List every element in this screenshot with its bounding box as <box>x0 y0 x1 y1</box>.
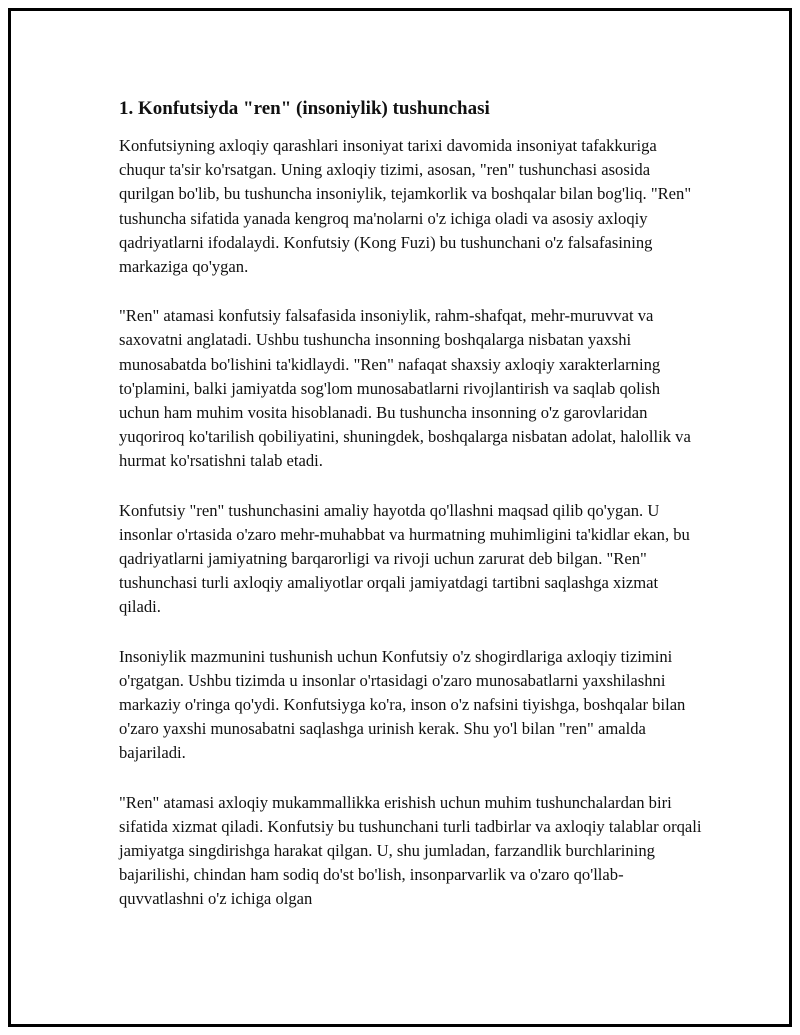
section-heading: 1. Konfutsiyda "ren" (insoniylik) tushunchasi <box>119 98 490 119</box>
document-body <box>119 97 704 937</box>
paragraph-4: Insoniylik mazmunini tushunish uchun Konfutsiy o'z shogirdlariga axloqiy tizimini o'rgatgan. Ushbu tizimda u insonlar o'rtasidagi o'zaro munosabatlarni yaxshilashni markaziy o'ringa qo'ydi. Konfutsiyga ko'ra, inson o'z nafsini tiyishga, boshqalar bilan o'zaro yaxshi munosabatni saqlashga urinish kerak. Shu yo'l bilan "ren" amalda bajariladi. <box>119 646 686 763</box>
paragraph-1: Konfutsiyning axloqiy qarashlari insoniyat tarixi davomida insoniyat tafakkuriga chuqur ta'sir ko'rsatgan. Uning axloqiy tizimi, asosan, "ren" tushunchasi asosida qurilgan bo'lib, bu tushuncha insoniylik, tejamkorlik va boshqalar bilan bog'liq. "Ren" tushuncha sifatida yanada kengroq ma'nolarni o'z ichiga oladi va asosiy axloqiy qadriyatlarni ifodalaydi. Konfutsiy (Kong Fuzi) bu tushunchani o'z falsafasining markaziga qo'ygan. <box>119 136 692 277</box>
paragraph-5: "Ren" atamasi axloqiy mukammallikka erishish uchun muhim tushunchalardan biri sifatida xizmat qiladi. Konfutsiy bu tushunchani turli tadbirlar va axloqiy talablar orqali jamiyatga singdirishga harakat qilgan. U, shu jumladan, farzandlik burchlarining bajarilishi, chindan ham sodiq do'st bo'lish, insonparvarlik va o'zaro qo'llab-quvvatlashni o'z ichiga olgan <box>119 792 702 909</box>
page-frame <box>8 8 792 1027</box>
paragraph-3: Konfutsiy "ren" tushunchasini amaliy hayotda qo'llashni maqsad qilib qo'ygan. U insonlar o'rtasida o'zaro mehr-muhabbat va hurmatning muhimligini ta'kidlar ekan, bu qadriyatlarni jamiyatning barqarorligi va rivoji uchun zarurat deb bilgan. "Ren" tushunchasi turli axloqiy amaliyotlar orqali jamiyatdagi tartibni saqlashga xizmat qiladi. <box>119 500 690 617</box>
paragraph-2: "Ren" atamasi konfutsiy falsafasida insoniylik, rahm-shafqat, mehr-muruvvat va saxovatni anglatadi. Ushbu tushuncha insonning boshqalarga nisbatan yaxshi munosabatda bo'lishini ta'kidlaydi. "Ren" nafaqat shaxsiy axloqiy xarakterlarning to'plamini, balki jamiyatda sog'lom munosabatlarni rivojlantirish va saqlab qolish uchun ham muhim vosita hisoblanadi. Bu tushuncha insonning o'z garovlaridan yuqoriroq ko'tarilish qobiliyatini, shuningdek, boshqalarga nisbatan adolat, halollik va hurmat ko'rsatishni talab etadi. <box>119 306 691 471</box>
